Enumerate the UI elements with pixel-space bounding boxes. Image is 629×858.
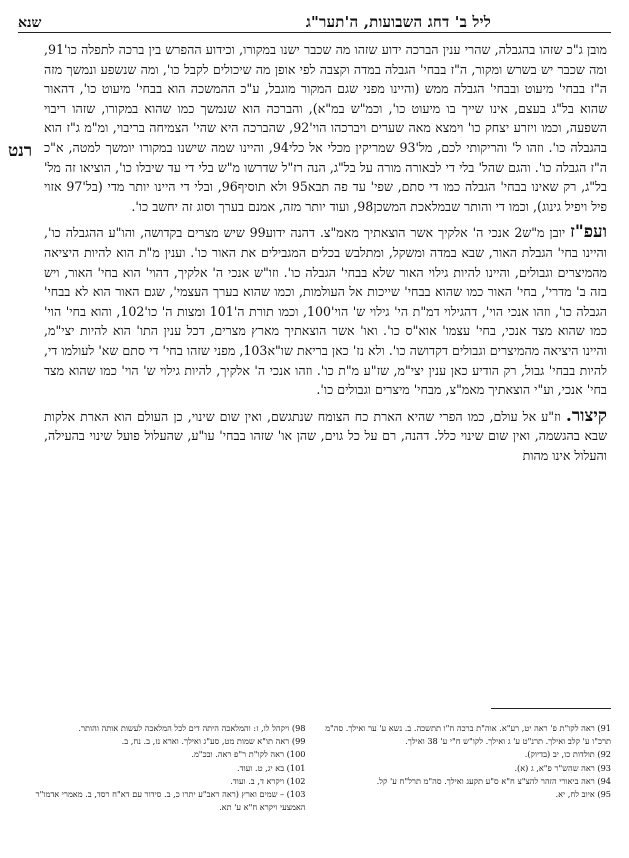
footnotes	[14, 722, 611, 814]
footnote: 94) ראה ביאורי הזהר להצ"צ ח"א ס"ע תקעג ואילך. סה"מ תרל"ח ע' קל.	[376, 775, 611, 786]
paragraph-text: מובן ג"כ שזהו בהגבלה, שהרי ענין הברכה ידוע שזהו מה שכבר ישנו במקורו, וכידוע ההפרש בין ברכה לתפלה כו'91, ומה שכבר יש בשרש ומקור, ה"ז בבחי' הגבלה במדה וקצבה לפי אופן מה שיכולים לקבל כו', ומה שנשפע ונמשך מזה ה"ז בבחי' מיעוט ובבחי' הגבלה ממש (והיינו מפני שגם המקור מוגבל, ע"כ ההמשכה הוא בבחי' מיעוט כו', דהאור שהוא בל"ג בעצם, אינו שייך בו מיעוט כו', וכמ"ש במ"א), והברכה הוא שנמשך כמו שהוא במקורו, שזהו ריבוי השפעה, וכמו ויזרע יצחק כו' וימצא מאה שערים ויברכהו הוי'92, שהברכה היא שהי' הצמיחה בריבוי, ומ"מ ג"ז הוא בהגבלה כו'. וזהו ל' והריקותי לכם, מל'93 שמריקין מכלי אל כלי94, והיינו שמה שישנו במקורו יומשך למטה, א"כ ה"ז הגבלה כו'. והגם שהל' בלי די לבאורה מורה על בל"ג, הנה רז"ל שדרשו מ"ש בלי די עד שיבלו כו', הוציאו זה מל' בל"ג, רק שאינו בבחי' הגבלה כמו די סתם, שפי' עד פה תבא95 ולא תוסיף96, ובלי די היינו יותר מדי (בל'97 אזוי פיל ויפיל גינוג), וכמו די והותר שבמלאכת המשכן98, ועוד יותר מזה, אמנם בערך וסוג זה יחשב כו'.	[44, 42, 607, 214]
paragraph-lead: קיצור.	[565, 405, 607, 426]
footnote-rule	[491, 708, 611, 709]
footnote: 101) בא יג, ט. ועוד.	[237, 762, 306, 773]
footnotes-right-column	[320, 722, 612, 814]
footnote: 93) ראה שהש"ר פ"א, ג (א).	[514, 762, 611, 773]
footnote: 99) ראה תו"א שמות מט, סע"ג ואילך. וארא נז, ב. נח, ב.	[121, 736, 306, 747]
footnote: 95) איוב לח, יא.	[555, 789, 611, 800]
paragraph	[44, 223, 607, 399]
paragraph-text: וז"ע אל עולם, כמו הפרי שהיא הארת כח הצומח שנתגשם, ואין שום שינוי, כן העולם הוא הארת אלקות שבא בהגשמה, ואין שום שינוי כלל. דהנה, רם על כל גוים, שהן או' שזהו בבחי' עו"ע, שהעלול פועל שינוי בהעילה, והעלול אינו מהות	[44, 408, 607, 463]
paragraph	[44, 407, 607, 466]
footnote: 98) ויקהל לו, ז: והמלאכה היתה דים לכל המלאכה לעשות אותה והותר.	[78, 723, 306, 733]
margin-note: רנט	[8, 141, 33, 161]
footnote: 102) ויקרא ד, ב. ועוד.	[230, 775, 306, 786]
footnotes-left-column	[14, 722, 306, 814]
paragraph-text: יובן מ"ש2 אנכי ה' אלקיך אשר הוצאתיך מאמ"צ. דהנה ידוע99 שיש מצרים בקדושה, והו"ע ההגבלה כו', והיינו בחי' הגבלת האור, שבא במדה ומשקל, ומתלבש בכלים המגבילים את האור כו'. וענין מ"ת הוא להיות היציאה מהמיצרים וגבולים, והיינו להיות גילוי האור שלא בבחי' הגבלה כו'. וזו"ש אנכי ה' אלקיך, דהוי' הוא בחי' האור, ויש בזה ב' מדרי', בחי' האור כמו שהוא בבחי' שייכות אל העולמות, וכמו שהוא בערך העצמי', שגם האור הוא לא בבחי' הגבלה כו', וזהו אנכי הוי', דהגילוי דמ"ת הי' גילוי ש' הוי'100, וכמו תורת ה'101 ומצות ה' כו'102, והוא בחי' הוי' כמו שהוא מצד אנכי, בחי' עצמו' אוא"ס כו'. ואו' אשר הוצאתיך מארץ מצרים, דכל ענין התו' הוא להיות יצי"מ, והיינו היציאה מהמיצרים וגבולים דקדושה כו'. ולא נז' כאן בריאת שו"א103, מפני שזהו בחי' די סתם שא' לעולמו די, להיות בבחי' גבול, רק הודיע כאן ענין יצי"מ, שז"ע מ"ת כו'. וזהו אנכי ה' אלקיך, להיות גילוי ש' הוי' כמו שהוא מצד בחי' אנכי, וע"י הוצאתיך מאמ"צ, מבחי' מיצרים וגבולים כו'.	[44, 225, 608, 398]
footnote: 92) תולדות כו, יב (בדיוק).	[524, 749, 611, 760]
footnote: 91) ראה לקו"ת פ' ראה יט, רע"א. אוה"ת ברכה ח"ו תתשכה. ב. נשא ע' ער ואילך. סה"מ תרכ"ו ע' קלב ואילך. תרנ"ט ע' ג ואילך. לקו"ש ח"י ע' 38 ואילך.	[325, 723, 611, 747]
page-number: שנא	[18, 15, 42, 31]
paragraph	[44, 40, 607, 216]
footnote: 103) – שמים וארץ (ראה ראב"ע יתרו כ, ב. סידור עם דא"ח רסד, ב. מאמרי אדמו"ר האמצעי ויקרא ח"א ע' תא.	[35, 789, 306, 813]
footnote: 100) ראה לקו"ת ר"פ ראה. ובכ"מ.	[191, 749, 306, 760]
main-text	[44, 40, 607, 472]
page-header	[18, 10, 611, 33]
paragraph-lead: ועפ"ז	[570, 222, 607, 243]
running-head: ליל ב' דחג השבועות, ה'תער"ג	[305, 13, 491, 31]
